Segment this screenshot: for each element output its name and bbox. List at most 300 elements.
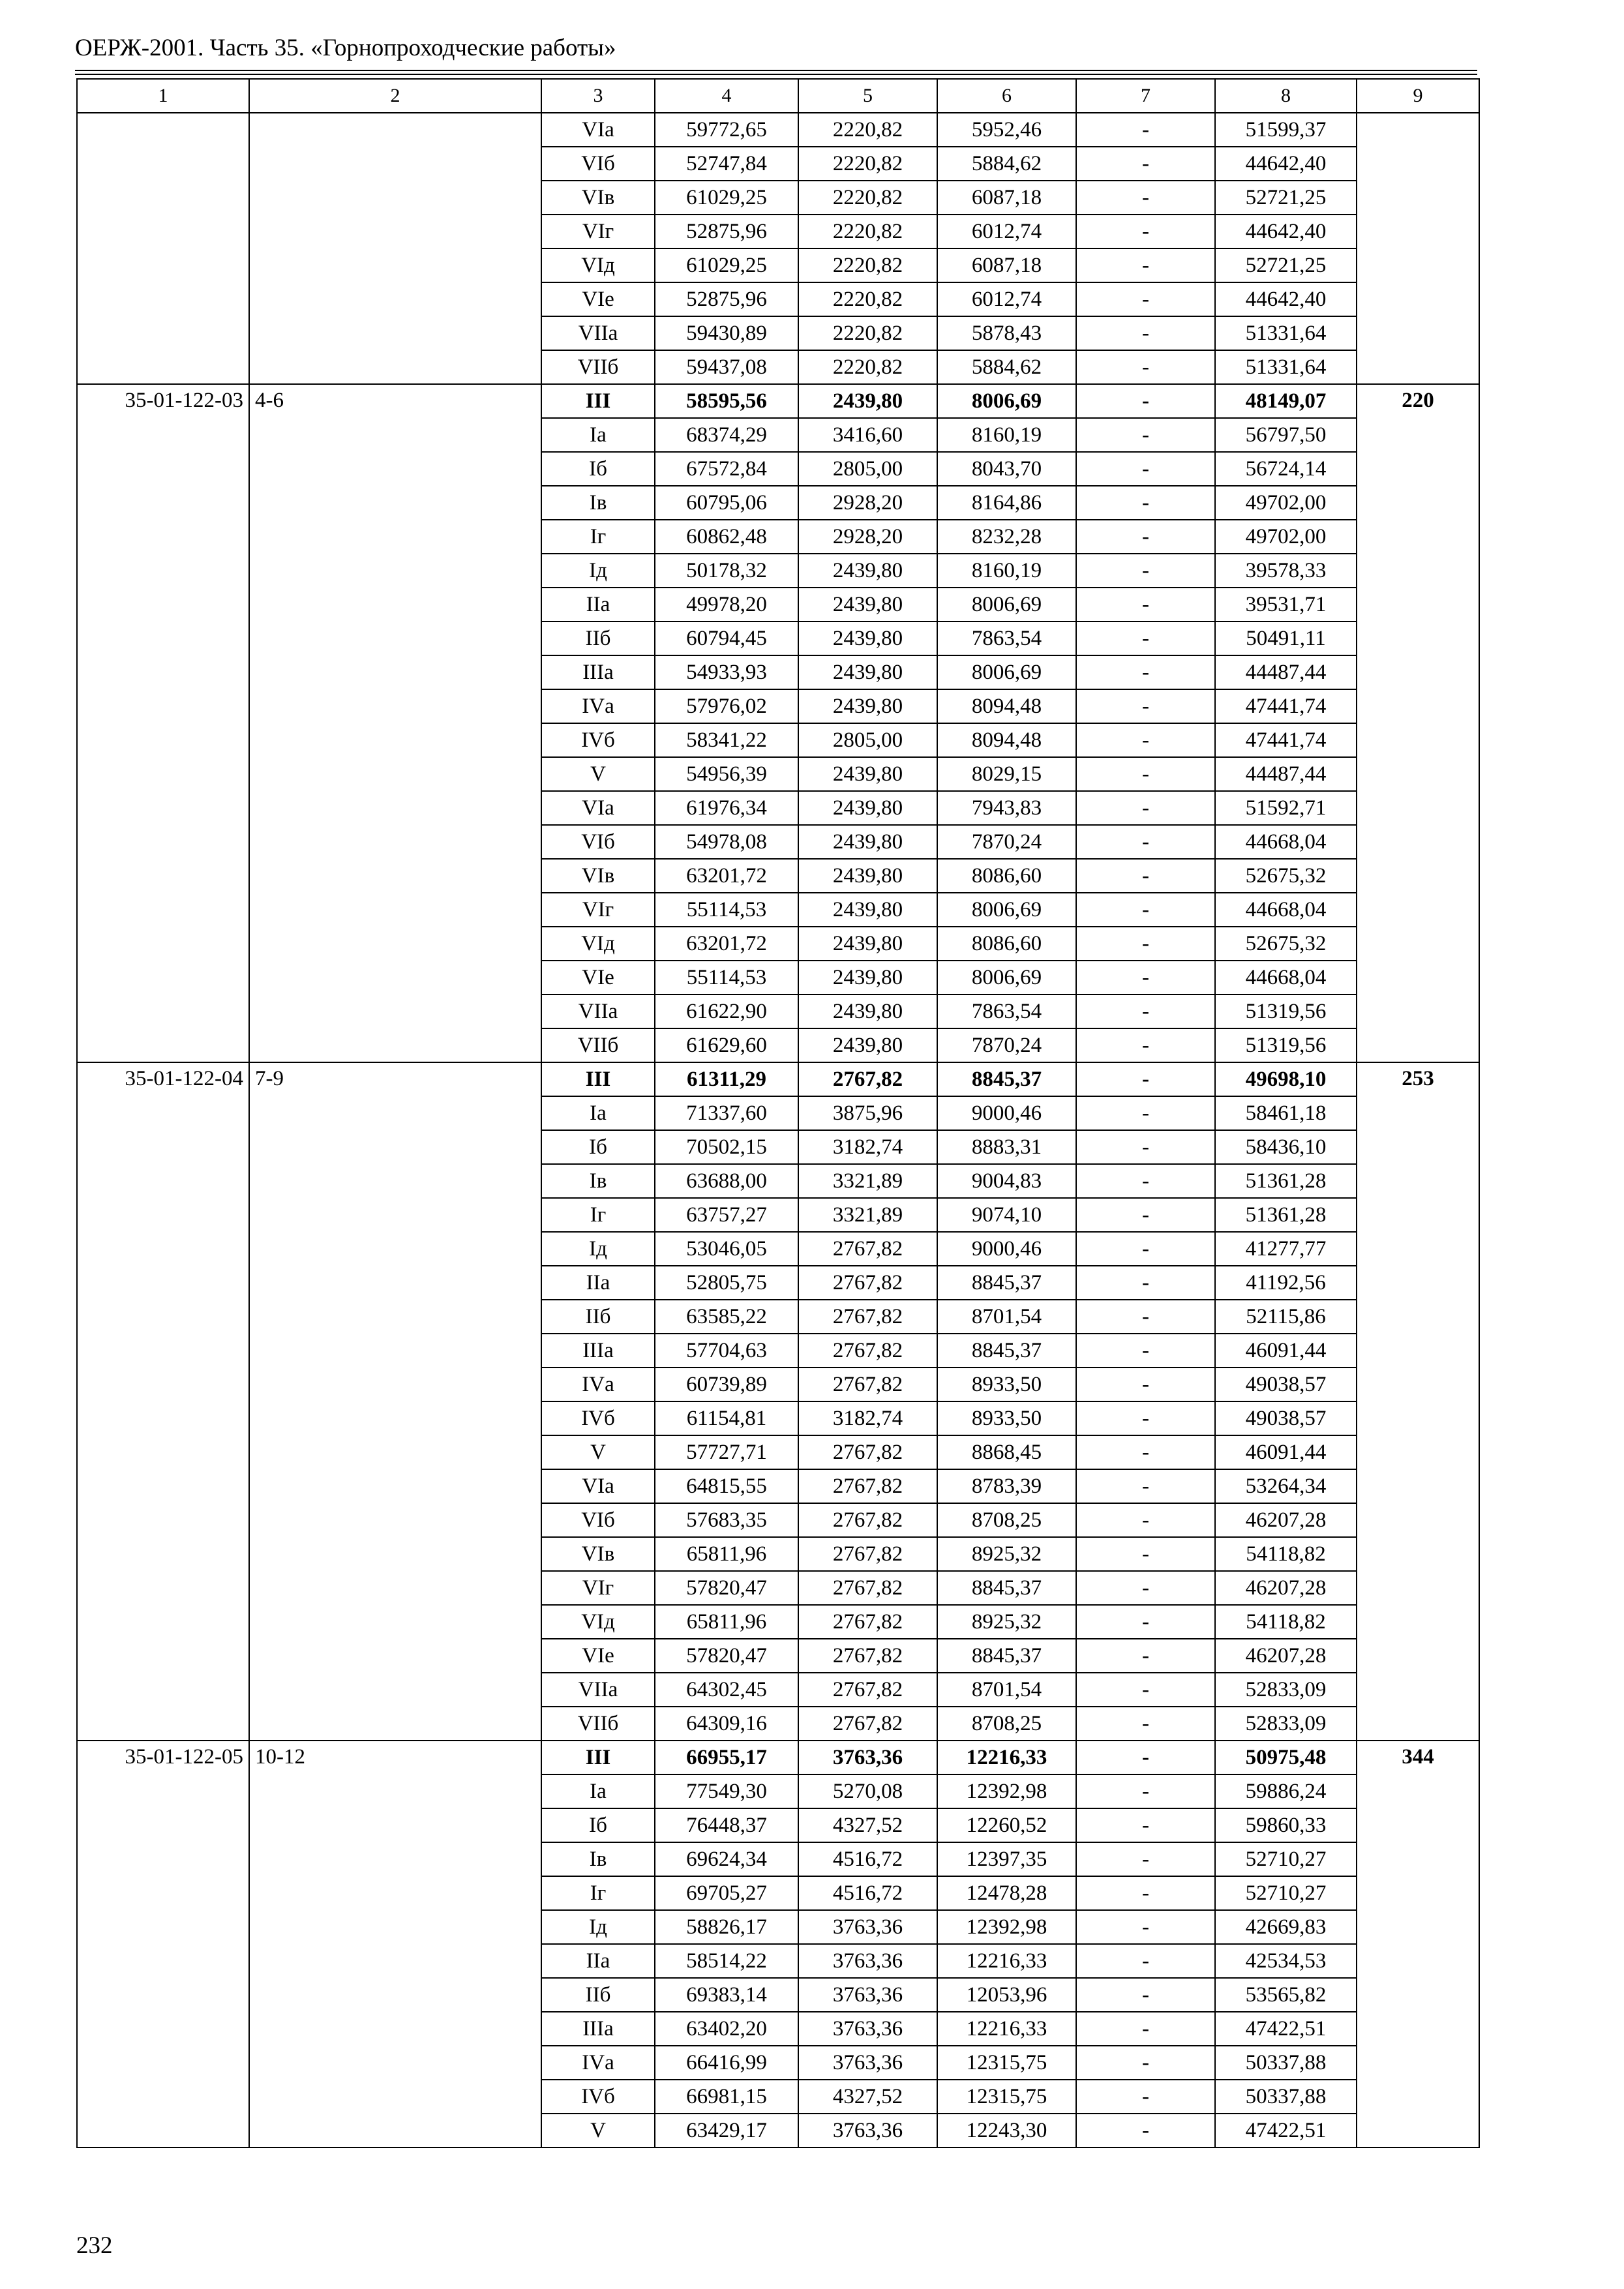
table-cell: IIIа — [541, 1334, 655, 1368]
rate-code-cell: 35-01-122-05 — [77, 1741, 249, 2147]
table-cell: IIа — [541, 1266, 655, 1300]
rate-code-cell — [77, 113, 249, 384]
table-cell: 46091,44 — [1215, 1435, 1357, 1469]
table-cell: - — [1076, 181, 1215, 215]
table-cell: 3321,89 — [798, 1164, 937, 1198]
col9-cell: 220 — [1357, 384, 1479, 1062]
page-number: 232 — [76, 2232, 113, 2259]
table-cell: 2220,82 — [798, 147, 937, 181]
table-cell: 8086,60 — [937, 859, 1076, 893]
table-cell: VIа — [541, 791, 655, 825]
table-cell: - — [1076, 486, 1215, 520]
table-cell: - — [1076, 1707, 1215, 1741]
table-cell: 8006,69 — [937, 893, 1076, 927]
table-cell: 44487,44 — [1215, 757, 1357, 791]
table-cell: 50975,48 — [1215, 1741, 1357, 1774]
table-cell: 9004,83 — [937, 1164, 1076, 1198]
table-cell: 3763,36 — [798, 1978, 937, 2012]
table-cell: 3182,74 — [798, 1401, 937, 1435]
table-cell: 54933,93 — [655, 655, 798, 689]
table-cell: 2767,82 — [798, 1435, 937, 1469]
table-cell: - — [1076, 689, 1215, 723]
table-cell: 12216,33 — [937, 1741, 1076, 1774]
table-cell: 49038,57 — [1215, 1368, 1357, 1401]
table-cell: - — [1076, 384, 1215, 418]
table-cell: Iв — [541, 486, 655, 520]
table-cell: IVб — [541, 2080, 655, 2114]
table-cell: 8708,25 — [937, 1707, 1076, 1741]
table-cell: 51361,28 — [1215, 1164, 1357, 1198]
table-cell: III — [541, 384, 655, 418]
table-cell: 6087,18 — [937, 248, 1076, 282]
table-cell: IIIа — [541, 655, 655, 689]
table-cell: 12478,28 — [937, 1876, 1076, 1910]
table-cell: 3763,36 — [798, 2046, 937, 2080]
table-cell: 9074,10 — [937, 1198, 1076, 1232]
table-row — [77, 1062, 1479, 1096]
table-cell: - — [1076, 621, 1215, 655]
table-cell: 2767,82 — [798, 1469, 937, 1503]
table-cell: 47441,74 — [1215, 689, 1357, 723]
table-cell: 8708,25 — [937, 1503, 1076, 1537]
table-cell: 2767,82 — [798, 1300, 937, 1334]
table-cell: 2439,80 — [798, 791, 937, 825]
table-cell: VIе — [541, 282, 655, 316]
table-cell: 2220,82 — [798, 248, 937, 282]
column-number: 7 — [1076, 79, 1215, 113]
table-cell: 8006,69 — [937, 961, 1076, 995]
table-cell: 49698,10 — [1215, 1062, 1357, 1096]
table-cell: 2439,80 — [798, 588, 937, 621]
table-cell: 57727,71 — [655, 1435, 798, 1469]
table-cell: IIб — [541, 621, 655, 655]
table-cell: VIб — [541, 147, 655, 181]
table-cell: 47441,74 — [1215, 723, 1357, 757]
table-cell: 8164,86 — [937, 486, 1076, 520]
range-cell — [249, 113, 541, 384]
table-cell: 65811,96 — [655, 1605, 798, 1639]
table-cell: 59860,33 — [1215, 1808, 1357, 1842]
table-cell: V — [541, 2114, 655, 2147]
table-cell: 2439,80 — [798, 1028, 937, 1062]
table-cell: VIв — [541, 181, 655, 215]
table-cell: 66416,99 — [655, 2046, 798, 2080]
table-cell: - — [1076, 723, 1215, 757]
table-cell: 8094,48 — [937, 723, 1076, 757]
table-cell: VIIа — [541, 1673, 655, 1707]
table-cell: 64302,45 — [655, 1673, 798, 1707]
column-number-row — [77, 79, 1479, 113]
table-cell: 8232,28 — [937, 520, 1076, 554]
table-cell: 61629,60 — [655, 1028, 798, 1062]
table-cell: 61311,29 — [655, 1062, 798, 1096]
table-cell: 8845,37 — [937, 1266, 1076, 1300]
table-cell: - — [1076, 859, 1215, 893]
table-cell: 60862,48 — [655, 520, 798, 554]
table-cell: - — [1076, 588, 1215, 621]
table-cell: 2439,80 — [798, 689, 937, 723]
table-cell: 52833,09 — [1215, 1673, 1357, 1707]
table-cell: VIIб — [541, 1707, 655, 1741]
range-cell: 4-6 — [249, 384, 541, 1062]
table-cell: 55114,53 — [655, 893, 798, 927]
table-cell: 52747,84 — [655, 147, 798, 181]
table-cell: 2805,00 — [798, 723, 937, 757]
table-cell: 3763,36 — [798, 1910, 937, 1944]
table-cell: 63201,72 — [655, 927, 798, 961]
table-cell: - — [1076, 893, 1215, 927]
table-cell: Iв — [541, 1164, 655, 1198]
table-cell: 7870,24 — [937, 1028, 1076, 1062]
table-cell: 3763,36 — [798, 1944, 937, 1978]
table-cell: 50337,88 — [1215, 2080, 1357, 2114]
table-cell: 52805,75 — [655, 1266, 798, 1300]
table-cell: 70502,15 — [655, 1130, 798, 1164]
table-cell: 59430,89 — [655, 316, 798, 350]
table-cell: 57976,02 — [655, 689, 798, 723]
table-cell: 66981,15 — [655, 2080, 798, 2114]
table-cell: IIIа — [541, 2012, 655, 2046]
table-cell: 44668,04 — [1215, 825, 1357, 859]
table-cell: Iб — [541, 1130, 655, 1164]
table-cell: 8006,69 — [937, 655, 1076, 689]
table-cell: 12260,52 — [937, 1808, 1076, 1842]
col9-cell — [1357, 113, 1479, 384]
table-cell: 2439,80 — [798, 893, 937, 927]
table-cell: 41277,77 — [1215, 1232, 1357, 1266]
table-cell: 2805,00 — [798, 452, 937, 486]
table-cell: - — [1076, 1028, 1215, 1062]
table-cell: Iг — [541, 1876, 655, 1910]
table-cell: 2439,80 — [798, 859, 937, 893]
table-cell: VIIб — [541, 1028, 655, 1062]
table-cell: 61029,25 — [655, 248, 798, 282]
table-cell: 58436,10 — [1215, 1130, 1357, 1164]
table-cell: 51331,64 — [1215, 350, 1357, 384]
table-cell: 49038,57 — [1215, 1401, 1357, 1435]
table-cell: VIд — [541, 1605, 655, 1639]
table-cell: 48149,07 — [1215, 384, 1357, 418]
table-cell: 58341,22 — [655, 723, 798, 757]
table-cell: 52875,96 — [655, 282, 798, 316]
table-cell: - — [1076, 1978, 1215, 2012]
table-cell: - — [1076, 1435, 1215, 1469]
table-cell: 44668,04 — [1215, 961, 1357, 995]
range-cell: 7-9 — [249, 1062, 541, 1741]
rates-table — [76, 78, 1480, 2148]
table-cell: IVа — [541, 689, 655, 723]
table-cell: - — [1076, 791, 1215, 825]
table-cell: 2220,82 — [798, 181, 937, 215]
table-cell: 2220,82 — [798, 350, 937, 384]
table-cell: 52675,32 — [1215, 859, 1357, 893]
table-cell: 57820,47 — [655, 1639, 798, 1673]
table-cell: 3763,36 — [798, 2012, 937, 2046]
column-number: 4 — [655, 79, 798, 113]
table-cell: 12397,35 — [937, 1842, 1076, 1876]
table-cell: 2767,82 — [798, 1232, 937, 1266]
table-cell: 2439,80 — [798, 757, 937, 791]
table-cell: 6012,74 — [937, 282, 1076, 316]
table-cell: 12216,33 — [937, 2012, 1076, 2046]
table-cell: Iа — [541, 1774, 655, 1808]
table-cell: - — [1076, 1639, 1215, 1673]
table-cell: 8925,32 — [937, 1605, 1076, 1639]
table-cell: 63688,00 — [655, 1164, 798, 1198]
table-cell: 41192,56 — [1215, 1266, 1357, 1300]
table-cell: 51361,28 — [1215, 1198, 1357, 1232]
table-cell: - — [1076, 1164, 1215, 1198]
table-cell: 2767,82 — [798, 1605, 937, 1639]
table-cell: 8701,54 — [937, 1300, 1076, 1334]
table-cell: 7863,54 — [937, 995, 1076, 1028]
table-cell: 54118,82 — [1215, 1537, 1357, 1571]
table-cell: 8868,45 — [937, 1435, 1076, 1469]
table-cell: III — [541, 1062, 655, 1096]
table-cell: 44642,40 — [1215, 215, 1357, 248]
table-cell: - — [1076, 1503, 1215, 1537]
table-cell: - — [1076, 452, 1215, 486]
table-cell: 9000,46 — [937, 1232, 1076, 1266]
table-cell: - — [1076, 1198, 1215, 1232]
table-cell: 12315,75 — [937, 2080, 1076, 2114]
table-cell: 63402,20 — [655, 2012, 798, 2046]
table-cell: VIг — [541, 893, 655, 927]
table-cell: 59772,65 — [655, 113, 798, 147]
table-cell: 52710,27 — [1215, 1876, 1357, 1910]
table-cell: 52721,25 — [1215, 248, 1357, 282]
table-cell: IVа — [541, 2046, 655, 2080]
table-cell: VIв — [541, 859, 655, 893]
table-cell: 5884,62 — [937, 147, 1076, 181]
table-cell: 2767,82 — [798, 1537, 937, 1571]
table-cell: 5270,08 — [798, 1774, 937, 1808]
table-cell: - — [1076, 1096, 1215, 1130]
table-cell: - — [1076, 1537, 1215, 1571]
table-cell: 2439,80 — [798, 655, 937, 689]
column-number: 6 — [937, 79, 1076, 113]
table-cell: 52675,32 — [1215, 927, 1357, 961]
table-cell: 2767,82 — [798, 1503, 937, 1537]
table-cell: 2767,82 — [798, 1673, 937, 1707]
table-cell: - — [1076, 1876, 1215, 1910]
table-cell: 3763,36 — [798, 1741, 937, 1774]
rates-table-body — [77, 79, 1479, 2147]
table-cell: 2439,80 — [798, 554, 937, 588]
table-cell: 56797,50 — [1215, 418, 1357, 452]
table-cell: V — [541, 1435, 655, 1469]
table-cell: - — [1076, 1368, 1215, 1401]
table-cell: - — [1076, 554, 1215, 588]
table-cell: 49702,00 — [1215, 486, 1357, 520]
table-cell: IVа — [541, 1368, 655, 1401]
table-cell: 2220,82 — [798, 113, 937, 147]
table-cell: - — [1076, 350, 1215, 384]
table-cell: IVб — [541, 1401, 655, 1435]
table-cell: - — [1076, 2080, 1215, 2114]
table-cell: VIд — [541, 248, 655, 282]
table-cell: 3875,96 — [798, 1096, 937, 1130]
table-cell: Iб — [541, 452, 655, 486]
table-cell: 49702,00 — [1215, 520, 1357, 554]
table-cell: 2767,82 — [798, 1334, 937, 1368]
col9-cell: 344 — [1357, 1741, 1479, 2147]
table-cell: 9000,46 — [937, 1096, 1076, 1130]
table-cell: - — [1076, 1334, 1215, 1368]
table-cell: 8845,37 — [937, 1571, 1076, 1605]
table-cell: 12392,98 — [937, 1910, 1076, 1944]
table-cell: 57683,35 — [655, 1503, 798, 1537]
table-cell: VIе — [541, 1639, 655, 1673]
table-cell: - — [1076, 1232, 1215, 1266]
table-cell: - — [1076, 1401, 1215, 1435]
table-cell: 54956,39 — [655, 757, 798, 791]
table-cell: - — [1076, 1266, 1215, 1300]
table-cell: 2439,80 — [798, 961, 937, 995]
table-cell: 2220,82 — [798, 215, 937, 248]
table-cell: 42534,53 — [1215, 1944, 1357, 1978]
table-cell: 12053,96 — [937, 1978, 1076, 2012]
table-cell: - — [1076, 1571, 1215, 1605]
table-cell: Iа — [541, 418, 655, 452]
table-cell: 52710,27 — [1215, 1842, 1357, 1876]
table-cell: 64309,16 — [655, 1707, 798, 1741]
table-cell: 60794,45 — [655, 621, 798, 655]
table-cell: VIе — [541, 961, 655, 995]
table-cell: 60795,06 — [655, 486, 798, 520]
table-cell: Iг — [541, 520, 655, 554]
table-cell: V — [541, 757, 655, 791]
table-cell: 4327,52 — [798, 2080, 937, 2114]
table-cell: 8783,39 — [937, 1469, 1076, 1503]
table-cell: IIа — [541, 1944, 655, 1978]
table-cell: 52115,86 — [1215, 1300, 1357, 1334]
table-cell: 12392,98 — [937, 1774, 1076, 1808]
table-cell: 58595,56 — [655, 384, 798, 418]
table-cell: 2767,82 — [798, 1707, 937, 1741]
table-cell: 8160,19 — [937, 554, 1076, 588]
table-cell: 5878,43 — [937, 316, 1076, 350]
table-cell: 2767,82 — [798, 1639, 937, 1673]
table-cell: VIб — [541, 1503, 655, 1537]
table-cell: 8933,50 — [937, 1368, 1076, 1401]
column-number: 2 — [249, 79, 541, 113]
table-cell: 61154,81 — [655, 1401, 798, 1435]
table-cell: 44487,44 — [1215, 655, 1357, 689]
table-row — [77, 384, 1479, 418]
table-cell: 54118,82 — [1215, 1605, 1357, 1639]
table-cell: 63757,27 — [655, 1198, 798, 1232]
table-cell: 8845,37 — [937, 1062, 1076, 1096]
table-cell: - — [1076, 1808, 1215, 1842]
table-cell: 12216,33 — [937, 1944, 1076, 1978]
table-cell: 8925,32 — [937, 1537, 1076, 1571]
table-cell: 44668,04 — [1215, 893, 1357, 927]
table-cell: 53264,34 — [1215, 1469, 1357, 1503]
table-cell: 50491,11 — [1215, 621, 1357, 655]
table-cell: IIб — [541, 1978, 655, 2012]
col9-cell: 253 — [1357, 1062, 1479, 1741]
rate-code-cell: 35-01-122-04 — [77, 1062, 249, 1741]
table-cell: 47422,51 — [1215, 2114, 1357, 2147]
table-cell: 58514,22 — [655, 1944, 798, 1978]
page-header-title: ОЕРЖ-2001. Часть 35. «Горнопроходческие работы» — [75, 35, 616, 61]
table-cell: 8845,37 — [937, 1639, 1076, 1673]
table-cell: - — [1076, 1774, 1215, 1808]
table-cell: - — [1076, 655, 1215, 689]
table-cell: 7943,83 — [937, 791, 1076, 825]
table-cell: 8933,50 — [937, 1401, 1076, 1435]
table-cell: 53565,82 — [1215, 1978, 1357, 2012]
table-cell: 2439,80 — [798, 384, 937, 418]
table-row — [77, 113, 1479, 147]
table-cell: 49978,20 — [655, 588, 798, 621]
table-cell: 51319,56 — [1215, 1028, 1357, 1062]
table-cell: 58826,17 — [655, 1910, 798, 1944]
table-cell: Iв — [541, 1842, 655, 1876]
table-cell: 6087,18 — [937, 181, 1076, 215]
table-cell: 57820,47 — [655, 1571, 798, 1605]
table-cell: Iг — [541, 1198, 655, 1232]
table-cell: VIб — [541, 825, 655, 859]
table-cell: 8006,69 — [937, 384, 1076, 418]
table-cell: 64815,55 — [655, 1469, 798, 1503]
table-cell: 50337,88 — [1215, 2046, 1357, 2080]
table-cell: 71337,60 — [655, 1096, 798, 1130]
column-number: 9 — [1357, 79, 1479, 113]
table-cell: Iд — [541, 554, 655, 588]
table-cell: Iд — [541, 1910, 655, 1944]
table-cell: 2220,82 — [798, 316, 937, 350]
table-cell: 59886,24 — [1215, 1774, 1357, 1808]
table-cell: 55114,53 — [655, 961, 798, 995]
table-cell: 56724,14 — [1215, 452, 1357, 486]
table-cell: 69705,27 — [655, 1876, 798, 1910]
table-cell: 4327,52 — [798, 1808, 937, 1842]
table-cell: 63201,72 — [655, 859, 798, 893]
table-cell: 8029,15 — [937, 757, 1076, 791]
table-cell: Iб — [541, 1808, 655, 1842]
table-cell: VIд — [541, 927, 655, 961]
table-cell: 69624,34 — [655, 1842, 798, 1876]
table-cell: 60739,89 — [655, 1368, 798, 1401]
table-cell: - — [1076, 2046, 1215, 2080]
table-cell: 46207,28 — [1215, 1639, 1357, 1673]
table-cell: VIIа — [541, 995, 655, 1028]
table-cell: 2767,82 — [798, 1368, 937, 1401]
rate-code-cell: 35-01-122-03 — [77, 384, 249, 1062]
table-cell: - — [1076, 1673, 1215, 1707]
table-cell: Iа — [541, 1096, 655, 1130]
table-cell: 51592,71 — [1215, 791, 1357, 825]
table-cell: 2439,80 — [798, 995, 937, 1028]
table-cell: 52833,09 — [1215, 1707, 1357, 1741]
table-cell: - — [1076, 1130, 1215, 1164]
header-rule — [75, 70, 1477, 71]
table-cell: - — [1076, 1842, 1215, 1876]
table-cell: 67572,84 — [655, 452, 798, 486]
column-number: 5 — [798, 79, 937, 113]
table-cell: VIа — [541, 1469, 655, 1503]
table-cell: - — [1076, 1469, 1215, 1503]
table-cell: 2439,80 — [798, 927, 937, 961]
table-cell: 12243,30 — [937, 2114, 1076, 2147]
table-cell: - — [1076, 1910, 1215, 1944]
table-cell: 59437,08 — [655, 350, 798, 384]
table-cell: 52721,25 — [1215, 181, 1357, 215]
table-cell: VIг — [541, 215, 655, 248]
table-cell: 2767,82 — [798, 1062, 937, 1096]
